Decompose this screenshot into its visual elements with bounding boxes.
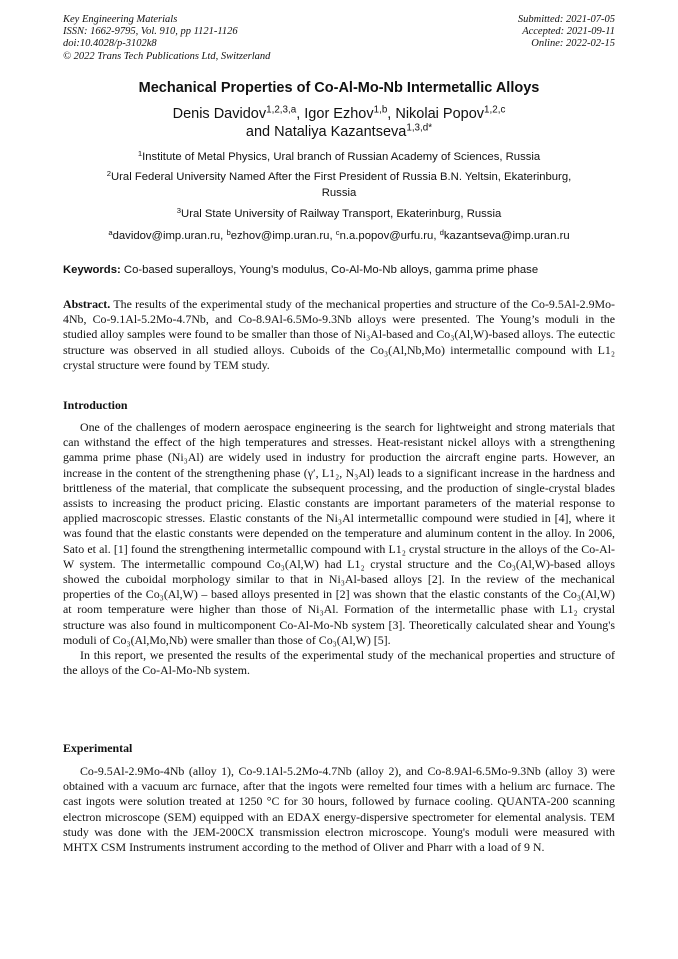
author-and: and — [245, 124, 271, 140]
email-list: $^a$davidov@imp.uran.ru, $^b$ezhov@imp.uran.ru, $^c$n.a.popov@urfu.ru, $^d$kazantseva@imp.uran.ru — [108, 227, 570, 242]
keywords-text: Co-based superalloys, Young’s modulus, Co-Al-Mo-Nb alloys, gamma prime phase — [123, 264, 539, 276]
dates-header — [518, 14, 615, 51]
abstract-label: Abstract. — [63, 297, 111, 311]
author-affil-mark: 1,b — [373, 104, 388, 116]
email-link[interactable]: ezhov@imp.uran.ru — [230, 230, 330, 242]
abstract-text: The results of the experimental study of the mechanical properties and structure of the Co-9.5Al-2.9Mo-4Nb, Co-9.1Al-5.2Mo-4.7Nb, and Co-8.9Al-6.5Mo-9.3Nb alloys were presented. The Young’s moduli in the studied alloy samples were found to be smaller than those of Ni₃Al-based and Co₃(Al,W)-based alloys. The eutectic structure was observed in all studied alloys. Cuboids of the Co₃(Al,Nb,Mo) intermetallic compound with L1₂ crystal structure were found by TEM study. — [63, 297, 615, 372]
author-name: Denis Davidov — [172, 106, 267, 122]
author-name: Nataliya Kazantseva — [274, 124, 407, 140]
email-mark: d — [439, 227, 444, 237]
author-separator: , — [387, 106, 396, 122]
author-line-2 — [40, 123, 638, 141]
author-name: Igor Ezhov — [304, 106, 374, 122]
affiliation — [95, 170, 583, 201]
affiliation-text: Ural State University of Railway Transport, Ekaterinburg, Russia — [181, 208, 502, 220]
accepted-date: Accepted: 2021-09-11 — [522, 26, 615, 38]
affiliation-text: Ural Federal University Named After the First President of Russia B.N. Yeltsin, Ekaterinburg, Russia — [111, 171, 572, 199]
email-mark: c — [335, 227, 340, 237]
paragraph: In this report, we presented the results of the experimental study of the mechanical properties and structure of the alloys of the Co-Al-Mo-Nb system. — [63, 648, 615, 678]
affiliation — [40, 150, 638, 166]
author-list — [40, 105, 638, 141]
abstract — [63, 297, 615, 373]
section-heading-experimental: Experimental — [63, 741, 133, 755]
email-link[interactable]: kazantseva@imp.uran.ru — [443, 230, 570, 242]
email-mark: b — [226, 227, 231, 237]
email-link[interactable]: n.a.popov@urfu.ru — [339, 230, 434, 242]
affiliation-text: Institute of Metal Physics, Ural branch of Russian Academy of Sciences, Russia — [142, 151, 541, 163]
experimental-body — [63, 764, 615, 855]
affiliation — [40, 207, 638, 223]
email-mark: a — [108, 227, 113, 237]
paper-title: Mechanical Properties of Co-Al-Mo-Nb Intermetallic Alloys — [138, 80, 540, 96]
author-name: Nikolai Popov — [395, 106, 485, 122]
section-heading-introduction: Introduction — [63, 398, 128, 412]
online-date: Online: 2022-02-15 — [531, 38, 615, 50]
paragraph: One of the challenges of modern aerospace engineering is the search for lightweight and strong materials that can withstand the effect of the high temperatures and stresses. Heat-resistant nickel alloys with a strengthening gamma prime phase (Ni₃Al) are widely used in industry for production the aircraft engine parts. However, an increase in the content of the strengthening phase (γ′, L1₂, N₃Al) leads to a significant increase in the hardness and brittleness of the material, that complicate the subsequent processing, and the production of single-crystal blades assists to increasing the product pricing. Elastic constants are important parameters of the material response to applied macroscopic stresses. Elastic constants of the Ni₃Al intermetallic compound were studied in [4], where it was found that the elastic constants were depended on the temperature and aluminum content in the alloy. In 2006, Sato et al. [1] found the strengthening intermetallic compound with L1₂ crystal structure in the alloys of the Co-Al-W system. The intermetallic compound Co₃(Al,W) had L1₂ crystal structure and the Co₃(Al,W)-based alloys showed the cuboidal morphology similar to that in Ni₃Al-based alloys [2]. In the review of the mechanical properties of the Co₃(Al,W) – based alloys presented in [2] was shown that the elastic constants of the Co₃(Al,W) at room temperature were higher than those of Ni₃Al. Formation of the intermetallic phase with L1₂ crystal structure was also found in multicomponent Co-Al-Mo-Nb system [3]. Theoretically calculated shear and Young's moduli of Co₃(Al,Mo,Nb) were smaller than those of Co₃(Al,W) [5]. — [63, 420, 615, 647]
keywords-label: Keywords: — [63, 264, 121, 276]
keywords — [63, 263, 623, 277]
email-link[interactable]: davidov@imp.uran.ru — [112, 230, 221, 242]
affiliation-mark: 2 — [106, 168, 112, 178]
paragraph: Co-9.5Al-2.9Mo-4Nb (alloy 1), Co-9.1Al-5.2Mo-4.7Nb (alloy 2), and Co-8.9Al-6.5Mo-9.3Nb (alloy 3) were obtained with a vacuum arc furnace, after that the ingots were remelted four times with a helium arc furnace. The cast ingots were solution treated at 1250 °C for 30 hours, followed by furnace cooling. QUANTA-200 scanning electron microscope (SEM) equipped with an EDAX energy-dispersive spectrometer for elemental analysis. TEM study was done with the JEM-200CX transmission electron microscope. Young's moduli were measured with MHTX CSM Instruments instrument according to the method of Oliver and Pharr with a load of 9 N. — [63, 764, 615, 855]
author-affil-mark: 1,3,d* — [406, 122, 433, 134]
submitted-date: Submitted: 2021-07-05 — [517, 14, 615, 25]
journal-issn: ISSN: 1662-9795, Vol. 910, pp 1121-1126 — [63, 26, 238, 38]
journal-header — [63, 14, 270, 63]
affiliation-mark: 3 — [176, 205, 182, 215]
author-separator: , — [296, 106, 305, 122]
journal-doi[interactable]: doi:10.4028/p-3102k8 — [63, 38, 157, 50]
journal-copyright: © 2022 Trans Tech Publications Ltd, Switzerland — [63, 50, 271, 62]
author-affil-mark: 1,2,c — [484, 104, 506, 116]
journal-name: Key Engineering Materials — [63, 14, 178, 25]
affiliation-mark: 1 — [137, 148, 143, 158]
author-affil-mark: 1,2,3,a — [266, 104, 297, 116]
introduction-body — [63, 420, 615, 678]
author-line-1 — [40, 105, 638, 123]
